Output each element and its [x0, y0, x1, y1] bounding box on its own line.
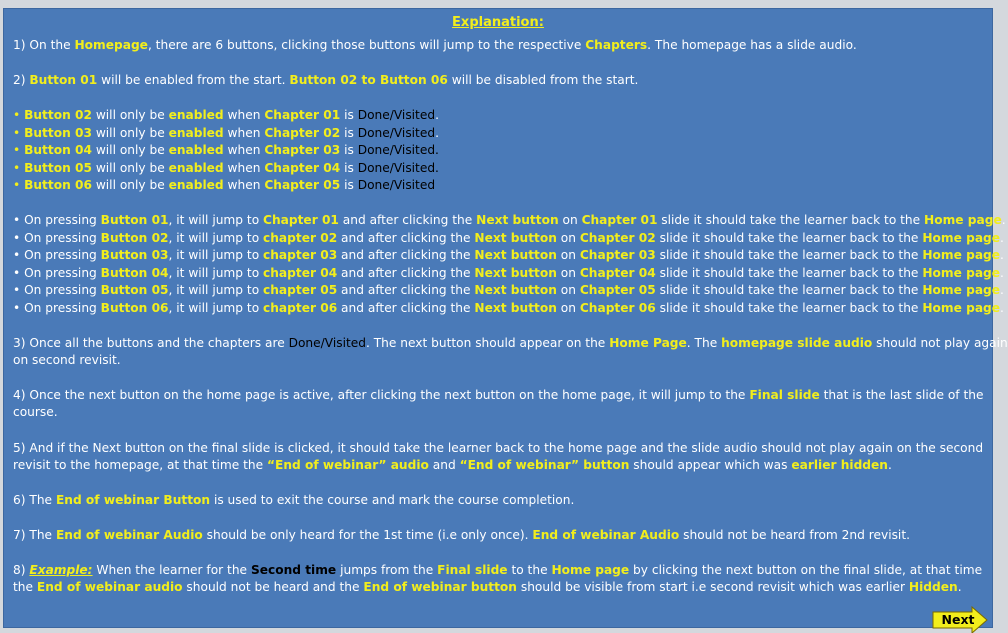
- text: slide it should take the learner back to the: [655, 248, 923, 262]
- navigation-row: [13, 212, 1006, 230]
- button-name: Button 03: [100, 248, 169, 262]
- enable-condition-row: [13, 177, 984, 195]
- highlight: Next button: [476, 213, 559, 227]
- text: when: [223, 160, 265, 175]
- highlight: Hidden: [908, 580, 958, 594]
- point-4: [13, 387, 984, 405]
- text: .: [1000, 265, 1004, 280]
- text: should be visible from start i.e second revisit which was earlier: [516, 580, 909, 594]
- text: slide it should take the learner back to the: [655, 230, 923, 245]
- enable-condition-row: [13, 160, 984, 178]
- enable-condition-row: [13, 107, 984, 125]
- text: • On pressing: [13, 283, 101, 297]
- button-name: Button 06: [100, 300, 169, 315]
- text: , it will jump to: [168, 230, 264, 245]
- point-8-cont: [13, 579, 984, 597]
- bullet: •: [13, 143, 21, 157]
- text: on: [556, 283, 580, 297]
- button-name: Button 02: [100, 230, 169, 245]
- status-text: Done/Visited.: [357, 143, 439, 157]
- highlight: Home Page: [609, 336, 687, 350]
- text: , there are 6 buttons, clicking those buttons will jump to the respective: [147, 38, 586, 52]
- highlight: Next button: [474, 265, 557, 280]
- enable-condition-row: [13, 142, 984, 160]
- highlight: Chapters: [585, 38, 648, 52]
- text: is: [340, 160, 358, 175]
- text: is: [340, 108, 358, 122]
- text: on: [558, 213, 582, 227]
- next-button[interactable]: [932, 607, 988, 633]
- text: slide it should take the learner back to the: [655, 265, 923, 280]
- highlight: Home page: [922, 265, 1001, 280]
- emphasis: Second time: [250, 563, 337, 577]
- chapter-name: Chapter 02: [264, 125, 341, 140]
- text: • On pressing: [13, 248, 101, 262]
- highlight: End of webinar audio: [36, 580, 183, 594]
- text: revisit to the homepage, at that time the: [13, 458, 267, 472]
- bullet: •: [13, 160, 21, 175]
- highlight: enabled: [168, 143, 224, 157]
- text: the: [13, 580, 37, 594]
- button-name: Button 03: [24, 125, 92, 140]
- highlight: Final slide: [749, 388, 820, 402]
- text: jumps from the: [336, 563, 438, 577]
- chapter-name: Chapter 02: [579, 230, 656, 245]
- highlight: Button 02 to Button 06: [289, 73, 448, 87]
- highlight: Home page: [922, 230, 1001, 245]
- text: .: [435, 108, 439, 122]
- text: should be only heard for the 1st time (i.e only once).: [202, 528, 533, 542]
- text: that is the last slide of the: [819, 388, 984, 402]
- next-button-label: Next: [941, 612, 975, 627]
- highlight: earlier hidden: [791, 458, 888, 472]
- text: , it will jump to: [168, 248, 264, 262]
- bullet: •: [13, 125, 21, 140]
- text: . The next button should appear on the: [365, 336, 610, 350]
- text: should appear which was: [629, 458, 792, 472]
- chapter-name: Chapter 04: [264, 160, 341, 175]
- navigation-row: [13, 247, 1004, 265]
- text: slide it should take the learner back to the: [657, 213, 925, 227]
- point-1: [13, 37, 984, 55]
- text: course.: [13, 405, 58, 419]
- chapter-name: Chapter 06: [579, 300, 656, 315]
- highlight: End of webinar Audio: [55, 528, 203, 542]
- highlight: Home page: [922, 300, 1001, 315]
- text: when: [223, 108, 265, 122]
- chapter-name: chapter 06: [263, 300, 338, 315]
- point-6: [13, 492, 984, 510]
- highlight: Home page: [924, 213, 1002, 227]
- navigation-row: [13, 265, 1004, 283]
- text: and after clicking the: [338, 213, 477, 227]
- chapter-name: chapter 05: [263, 283, 338, 297]
- text: will only be: [91, 178, 169, 192]
- status-text: Done/Visited: [357, 125, 436, 140]
- button-name: Button 02: [24, 108, 92, 122]
- navigation-row: [13, 282, 1004, 300]
- highlight: Next button: [474, 283, 557, 297]
- text: 3) Once all the buttons and the chapters are: [13, 336, 289, 350]
- text: .: [887, 458, 892, 472]
- button-name: Button 05: [24, 160, 92, 175]
- text: on: [556, 248, 580, 262]
- highlight: End of webinar Audio: [532, 528, 680, 542]
- highlight: Button 01: [29, 73, 98, 87]
- highlight: enabled: [168, 178, 224, 192]
- point-3: [13, 335, 1008, 353]
- highlight: homepage slide audio: [721, 336, 873, 350]
- text: • On pressing: [13, 265, 101, 280]
- button-name: Button 04: [100, 265, 169, 280]
- point-8: [13, 562, 984, 580]
- text: .: [1000, 300, 1004, 315]
- chapter-name: Chapter 01: [263, 213, 339, 227]
- chapter-name: Chapter 05: [579, 283, 656, 297]
- highlight: End of webinar Button: [55, 493, 211, 507]
- text: 6) The: [13, 493, 56, 507]
- text: should not be heard from 2nd revisit.: [679, 528, 910, 542]
- highlight: Next button: [474, 248, 557, 262]
- text: 7) The: [13, 528, 56, 542]
- text: on: [556, 300, 580, 315]
- highlight: enabled: [168, 160, 224, 175]
- text: • On pressing: [13, 213, 101, 227]
- text: will only be: [91, 160, 169, 175]
- text: is used to exit the course and mark the course completion.: [210, 493, 575, 507]
- text: is: [340, 143, 358, 157]
- highlight: “End of webinar” button: [459, 458, 630, 472]
- explanation-title: Explanation:: [452, 15, 544, 30]
- text: when: [223, 143, 265, 157]
- text: , it will jump to: [168, 265, 264, 280]
- text: when: [223, 125, 265, 140]
- chapter-name: chapter 04: [263, 265, 338, 280]
- chapter-name: Chapter 01: [581, 213, 658, 227]
- chapter-name: Chapter 03: [579, 248, 656, 262]
- button-name: Button 06: [24, 178, 92, 192]
- enable-condition-row: [13, 125, 984, 143]
- text: 1) On the: [13, 38, 75, 52]
- text: should not play again: [872, 336, 1008, 350]
- text: 5) And if the Next button on the final slide is clicked, it should take the learner back to the home page and the slide audio should not play again on the second: [13, 441, 984, 455]
- text: 4) Once the next button on the home page is active, after clicking the next button on the home page, it will jump to the: [13, 388, 750, 402]
- text: on: [556, 230, 580, 245]
- highlight: Home page: [551, 563, 630, 577]
- highlight: Home page: [922, 283, 1001, 297]
- text: .: [957, 580, 962, 594]
- chapter-name: chapter 02: [263, 230, 338, 245]
- text: will only be: [91, 125, 169, 140]
- text: • On pressing: [13, 230, 101, 245]
- text: and after clicking the: [337, 248, 475, 262]
- text: to the: [507, 563, 552, 577]
- point-3-cont: [13, 352, 984, 370]
- button-name: Button 05: [100, 283, 169, 297]
- text: will only be: [91, 143, 169, 157]
- text: .: [1000, 248, 1004, 262]
- status-text: Done/Visited.: [357, 160, 439, 175]
- text: .: [435, 125, 439, 140]
- highlight: enabled: [168, 125, 224, 140]
- text: , it will jump to: [168, 283, 264, 297]
- text: and after clicking the: [337, 283, 475, 297]
- chapter-name: Chapter 01: [264, 108, 341, 122]
- text: when: [223, 178, 265, 192]
- highlight: “End of webinar” audio: [266, 458, 429, 472]
- text: and after clicking the: [337, 230, 475, 245]
- text: and: [428, 458, 460, 472]
- status-text: Done/Visited: [357, 108, 436, 122]
- text: should not be heard and the: [182, 580, 364, 594]
- text: and after clicking the: [337, 300, 475, 315]
- text: 8): [13, 563, 30, 577]
- text: by clicking the next button on the final slide, at that time: [629, 563, 983, 577]
- explanation-slide: [3, 8, 1008, 628]
- text: will only be: [91, 108, 169, 122]
- text: , it will jump to: [168, 300, 264, 315]
- text: .: [1000, 283, 1004, 297]
- text: • On pressing: [13, 300, 101, 315]
- point-5-cont: [13, 457, 984, 475]
- text: When the learner for the: [92, 563, 251, 577]
- text: , it will jump to: [168, 213, 264, 227]
- point-2: [13, 72, 984, 90]
- highlight: Final slide: [437, 563, 508, 577]
- status-text: Done/Visited: [357, 178, 436, 192]
- highlight: End of webinar button: [363, 580, 517, 594]
- text: . The: [686, 336, 722, 350]
- text: will be disabled from the start.: [447, 73, 639, 87]
- text: .: [1001, 213, 1006, 227]
- navigation-row: [13, 300, 1004, 318]
- text: . The homepage has a slide audio.: [647, 38, 857, 52]
- point-7: [13, 527, 984, 545]
- status-text: Done/Visited: [288, 336, 366, 350]
- bullet: •: [13, 108, 21, 122]
- highlight: Home page: [922, 248, 1001, 262]
- text: is: [340, 178, 358, 192]
- point-5: [13, 440, 984, 458]
- text: will be enabled from the start.: [97, 73, 290, 87]
- text: .: [1000, 230, 1004, 245]
- highlight: Next button: [474, 300, 557, 315]
- chapter-name: chapter 03: [263, 248, 338, 262]
- text: is: [340, 125, 358, 140]
- example-label: Example:: [29, 563, 93, 577]
- chapter-name: Chapter 03: [264, 143, 341, 157]
- text: slide it should take the learner back to the: [655, 300, 923, 315]
- text: 2): [13, 73, 30, 87]
- bullet: •: [13, 178, 21, 192]
- text: on: [556, 265, 580, 280]
- highlight: Next button: [474, 230, 557, 245]
- highlight: enabled: [168, 108, 224, 122]
- button-name: Button 01: [100, 213, 169, 227]
- chapter-name: Chapter 04: [579, 265, 656, 280]
- navigation-row: [13, 230, 1004, 248]
- text: on second revisit.: [13, 353, 121, 367]
- text: and after clicking the: [337, 265, 475, 280]
- chapter-name: Chapter 05: [264, 178, 341, 192]
- point-4-cont: [13, 404, 984, 422]
- text: slide it should take the learner back to the: [655, 283, 923, 297]
- highlight: Homepage: [74, 38, 148, 52]
- button-name: Button 04: [24, 143, 92, 157]
